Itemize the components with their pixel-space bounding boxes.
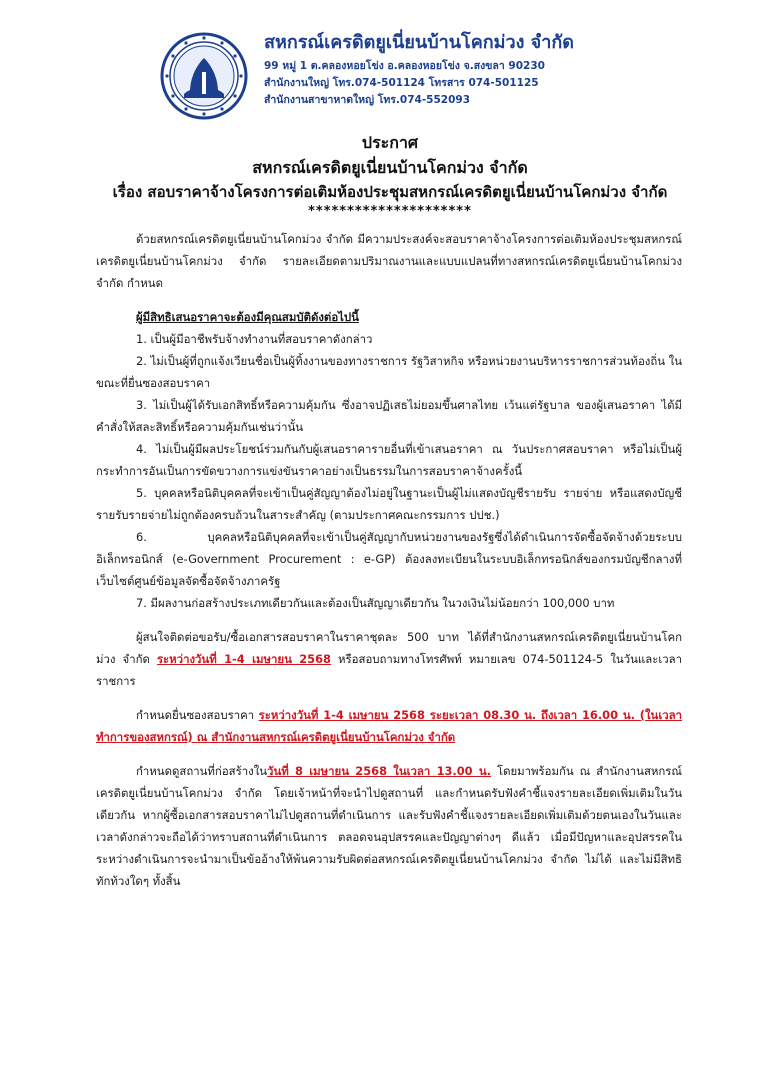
documents-date-highlight: ระหว่างวันที่ 1-4 เมษายน 2568 [156,652,331,666]
site-visit-paragraph: กำหนดดูสถานที่ก่อสร้างในวันที่ 8 เมษายน 2568 ในเวลา 13.00 น. โดยมาพร้อมกัน ณ สำนักงานสหกรณ์เครดิตยูเนี่ยนบ้านโคกม่วง จำกัด โดยเจ้าหน้าที่จะนำไปดูสถานที่ และกำหนดรับฟังคำชี้แจงรายละเอียดเพิ่มเติมในวันเดียวกัน หากผู้ซื้อเอกสารสอบราคาไม่ไปดูสถานที่ดำเนินการ และรับฟังคำชี้แจงรายละเอียดเพิ่มเติมด้วยตนเองในวันและเวลาดังกล่าวจะถือได้ว่าทราบสถานที่ดำเนินการ ตลอดจนอุปสรรคและปัญญาต่างๆ ดีแล้ว เมื่อมีปัญหาและอุปสรรคในระหว่างดำเนินการจะนำมาเป็นข้ออ้างให้พ้นความรับผิดต่อสหกรณ์เครดิตยูเนี่ยนบ้านโคกม่วง จำกัด ไม่ได้ และไม่มีสิทธิทักท้วงใดๆ ทั้งสิ้น [96,764,682,888]
announcement-org: สหกรณ์เครดิตยูเนี่ยนบ้านโคกม่วง จำกัด [252,158,528,177]
star-divider: ********************* [308,204,472,219]
documents-paragraph: ผู้สนใจติดต่อขอรับ/ซื้อเอกสารสอบราคาในราคาชุดละ 500 บาท ได้ที่สำนักงานสหกรณ์เครดิตยูเนี่ยนบ้านโคกม่วง จำกัด ระหว่างวันที่ 1-4 เมษายน 2568 หรือสอบถามทางโทรศัพท์ หมายเลข 074-501124-5 ในวันและเวลาราชการ [96,630,682,688]
qualification-item: 4. ไม่เป็นผู้มีผลประโยชน์ร่วมกันกับผู้เสนอราคารายอื่นที่เข้าเสนอราคา ณ วันประกาศสอบราคา หรือไม่เป็นผู้กระทำการอันเป็นการขัดขวางการแข่งขันราคาอย่างเป็นธรรมในการสอบราคาจ้างครั้งนี้ [96,442,682,478]
qualifications-heading: ผู้มีสิทธิเสนอราคาจะต้องมีคุณสมบัติดังต่อไปนี้ [136,310,359,324]
org-address: 99 หมู่ 1 ต.คลองหอยโข่ง อ.คลองหอยโข่ง จ.สงขลา 90230 [264,60,545,72]
qualification-item: 5. บุคคลหรือนิติบุคคลที่จะเข้าเป็นคู่สัญญาต้องไม่อยู่ในฐานะเป็นผู้ไม่แสดงบัญชีรายรับ รายจ่าย หรือแสดงบัญชีรายรับรายจ่ายไม่ถูกต้องครบถ้วนในสาระสำคัญ (ตามประกาศคณะกรรมการ ปปช.) [96,486,682,522]
qualification-item: 1. เป็นผู้มีอาชีพรับจ้างทำงานที่สอบราคาดังกล่าว [136,332,373,346]
submission-date-highlight: ระหว่างวันที่ 1-4 เมษายน 2568 ระยะเวลา 08.30 น. ถึงเวลา 16.00 น. (ในเวลาทำการของสหกรณ์) ณ สำนักงานสหกรณ์เครดิตยูเนี่ยนบ้านโคกม่วง จำกัด [96,708,682,744]
qualification-item: 7. มีผลงานก่อสร้างประเภทเดียวกันและต้องเป็นสัญญาเดียวกัน ในวงเงินไม่น้อยกว่า 100,000 บาท [136,596,615,610]
site-visit-date-highlight: วันที่ 8 เมษายน 2568 ในเวลา 13.00 น. [267,764,492,778]
qualification-item: 3. ไม่เป็นผู้ได้รับเอกสิทธิ์หรือความคุ้มกัน ซึ่งอาจปฏิเสธไม่ยอมขึ้นศาลไทย เว้นแต่รัฐบาล ของผู้เสนอราคา ได้มีคำสั่งให้สละสิทธิ์หรือความคุ้มกันเช่นว่านั้น [96,398,682,434]
intro-paragraph: ด้วยสหกรณ์เครดิตยูเนี่ยนบ้านโคกม่วง จำกัด มีความประสงค์จะสอบราคาจ้างโครงการต่อเติมห้องประชุมสหกรณ์เครดิตยูเนี่ยนบ้านโคกม่วง จำกัด รายละเอียดตามปริมาณงานและแบบแปลนที่ทางสหกรณ์เครดิตยูเนี่ยนบ้านโคกม่วง จำกัด กำหนด [96,232,682,290]
cooperative-seal-icon [160,32,248,120]
qualification-item: 2. ไม่เป็นผู้ที่ถูกแจ้งเวียนชื่อเป็นผู้ทิ้งงานของทางราชการ รัฐวิสาหกิจ หรือหน่วยงานบริหารราชการส่วนท้องถิ่น ในขณะที่ยื่นซองสอบราคา [96,354,682,390]
branch-office-contact: สำนักงานสาขาหาดใหญ่ โทร.074-552093 [264,94,471,106]
qualification-item: 6. บุคคลหรือนิติบุคคลที่จะเข้าเป็นคู่สัญญากับหน่วยงานของรัฐซึ่งได้ดำเนินการจัดซื้อจัดจ้างด้วยระบบอิเล็กทรอนิกส์ (e-Government Procurement : e-GP) ต้องลงทะเบียนในระบบอิเล็กทรอนิกส์ของกรมบัญชีกลางที่เว็บไซต์ศูนย์ข้อมูลจัดซื้อจัดจ้างภาครัฐ [96,530,682,588]
head-office-contact: สำนักงานใหญ่ โทร.074-501124 โทรสาร 074-501125 [264,77,539,89]
letterhead [160,28,720,124]
announcement-headings [60,130,720,220]
announcement-subject: เรื่อง สอบราคาจ้างโครงการต่อเติมห้องประชุมสหกรณ์เครดิตยูเนี่ยนบ้านโคกม่วง จำกัด [112,183,668,201]
submission-paragraph: กำหนดยื่นซองสอบราคา ระหว่างวันที่ 1-4 เมษายน 2568 ระยะเวลา 08.30 น. ถึงเวลา 16.00 น. (ในเวลาทำการของสหกรณ์) ณ สำนักงานสหกรณ์เครดิตยูเนี่ยนบ้านโคกม่วง จำกัด [96,708,682,744]
org-name: สหกรณ์เครดิตยูเนี่ยนบ้านโคกม่วง จำกัด [264,32,574,53]
announcement-body [96,228,682,892]
announcement-title: ประกาศ [361,133,419,152]
